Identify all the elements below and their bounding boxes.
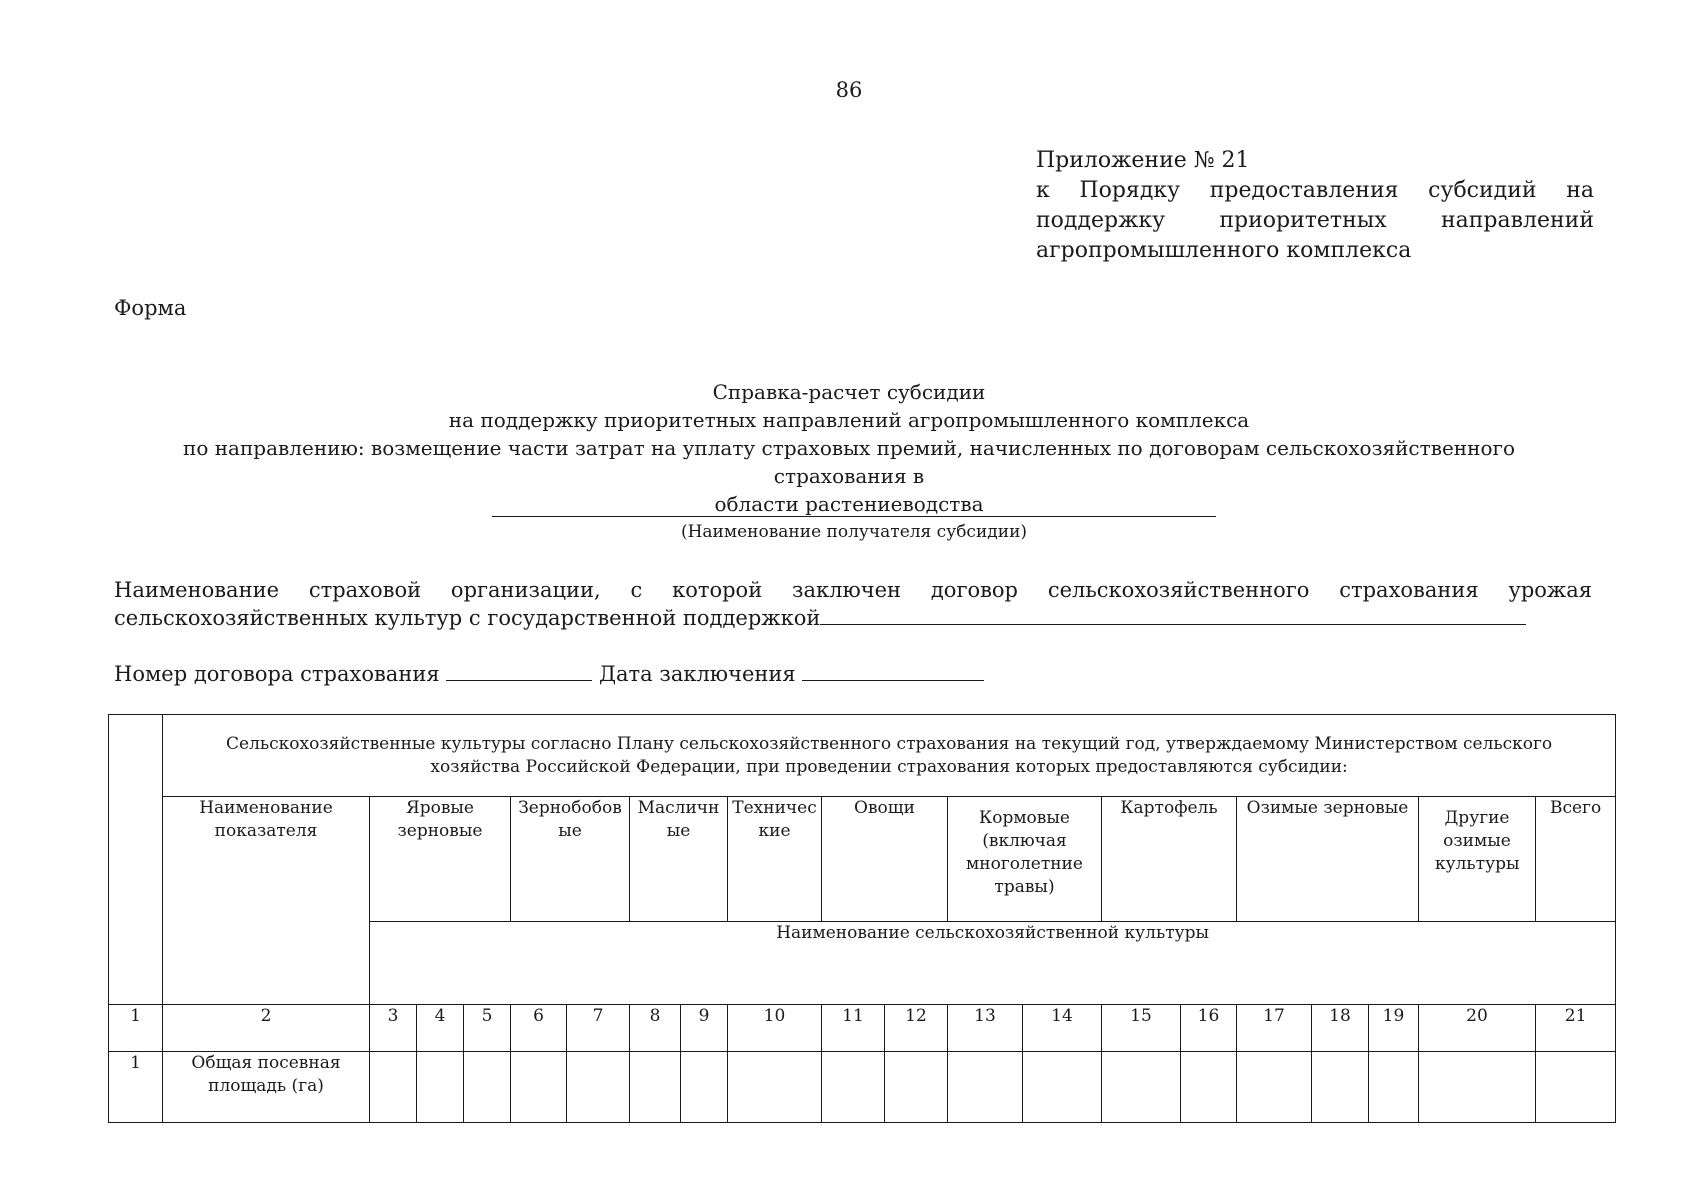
data-cell[interactable] <box>1419 1052 1536 1123</box>
data-cell[interactable] <box>822 1052 885 1123</box>
category-cell: Овощи <box>822 797 948 922</box>
data-cell[interactable] <box>728 1052 822 1123</box>
column-number: 11 <box>822 1005 885 1052</box>
appendix-word: Порядку <box>1079 178 1181 203</box>
column-number-row <box>109 1005 1616 1052</box>
column-number: 7 <box>567 1005 630 1052</box>
table-header-row <box>109 715 1616 797</box>
contract-date-label: Дата заключения <box>598 662 796 686</box>
column-number: 4 <box>417 1005 464 1052</box>
form-label: Форма <box>114 296 187 320</box>
insurer-name-field[interactable] <box>820 604 1526 625</box>
column-number: 13 <box>948 1005 1023 1052</box>
data-cell[interactable] <box>511 1052 567 1123</box>
subsidy-table <box>108 714 1616 1123</box>
appendix-word: на <box>1566 178 1594 203</box>
data-cell[interactable] <box>1102 1052 1181 1123</box>
appendix-header <box>1036 146 1594 266</box>
data-cell[interactable] <box>885 1052 948 1123</box>
column-number: 3 <box>370 1005 417 1052</box>
row-number-header <box>109 715 163 1005</box>
column-number: 10 <box>728 1005 822 1052</box>
row-label: Общая посевная площадь (га) <box>163 1052 370 1123</box>
insurer-section <box>114 576 1592 632</box>
category-cell: Кормовые (включая многолетние травы) <box>948 797 1102 922</box>
data-cell[interactable] <box>370 1052 417 1123</box>
data-cell[interactable] <box>1536 1052 1616 1123</box>
category-cell: Другие озимые культуры <box>1419 797 1536 922</box>
data-cell[interactable] <box>567 1052 630 1123</box>
appendix-line-2 <box>1036 176 1594 206</box>
data-cell[interactable] <box>1369 1052 1419 1123</box>
insurer-label: Наименование страховой организации, с которой заключен договор сельскохозяйственного страхования урожая сельскохозяйственных культур с государственной поддержкой <box>114 578 1592 630</box>
data-cell[interactable] <box>417 1052 464 1123</box>
appendix-word: поддержку <box>1036 208 1166 233</box>
column-number: 9 <box>681 1005 728 1052</box>
appendix-word: приоритетных <box>1219 208 1387 233</box>
column-number: 17 <box>1237 1005 1312 1052</box>
table-row <box>109 1052 1616 1123</box>
column-number: 16 <box>1181 1005 1237 1052</box>
page-number: 86 <box>835 78 863 102</box>
column-number: 5 <box>464 1005 511 1052</box>
appendix-word: субсидий <box>1428 178 1537 203</box>
title-line-4: области растениеводства <box>714 492 984 516</box>
contract-number-field[interactable] <box>446 660 592 681</box>
category-cell: Всего <box>1536 797 1616 922</box>
data-cell[interactable] <box>681 1052 728 1123</box>
column-number: 14 <box>1023 1005 1102 1052</box>
column-number: 15 <box>1102 1005 1181 1052</box>
title-line-2: на поддержку приоритетных направлений агропромышленного комплекса <box>448 408 1250 432</box>
column-number: 20 <box>1419 1005 1536 1052</box>
recipient-caption: (Наименование получателя субсидии) <box>680 522 1028 542</box>
row-number: 1 <box>109 1052 163 1123</box>
category-cell: Зернобобов ые <box>511 797 630 922</box>
category-cell: Яровые зерновые <box>370 797 511 922</box>
crop-name-header: Наименование сельскохозяйственной культуры <box>370 922 1616 1005</box>
appendix-line-4: агропромышленного комплекса <box>1036 238 1412 263</box>
column-number: 18 <box>1312 1005 1369 1052</box>
category-cell: Масличн ые <box>630 797 728 922</box>
appendix-word: направлений <box>1440 208 1594 233</box>
appendix-line-3 <box>1036 206 1594 236</box>
column-number: 6 <box>511 1005 567 1052</box>
recipient-name-field[interactable] <box>492 516 1216 517</box>
category-cell: Техничес кие <box>728 797 822 922</box>
column-number: 8 <box>630 1005 681 1052</box>
column-number: 12 <box>885 1005 948 1052</box>
contract-number-label: Номер договора страхования <box>114 662 440 686</box>
data-cell[interactable] <box>1237 1052 1312 1123</box>
contract-date-field[interactable] <box>802 660 984 681</box>
indicator-header: Наименование показателя <box>163 797 370 1005</box>
data-cell[interactable] <box>1023 1052 1102 1123</box>
category-cell: Озимые зерновые <box>1237 797 1419 922</box>
data-cell[interactable] <box>464 1052 511 1123</box>
crops-header: Сельскохозяйственные культуры согласно Плану сельскохозяйственного страхования на текущий год, утверждаемому Министерством сельского хозяйства Российской Федерации, при проведении страхования которых предоставляются субсидии: <box>163 715 1616 797</box>
appendix-word: к <box>1036 178 1050 203</box>
column-number: 1 <box>109 1005 163 1052</box>
title-line-1: Справка-расчет субсидии <box>712 380 986 404</box>
document-title <box>120 378 1578 518</box>
appendix-word: предоставления <box>1209 178 1399 203</box>
data-cell[interactable] <box>1181 1052 1237 1123</box>
column-number: 2 <box>163 1005 370 1052</box>
contract-section <box>114 660 984 686</box>
category-cell: Картофель <box>1102 797 1237 922</box>
column-number: 19 <box>1369 1005 1419 1052</box>
column-number: 21 <box>1536 1005 1616 1052</box>
category-row <box>109 797 1616 922</box>
title-line-3: по направлению: возмещение части затрат на уплату страховых премий, начисленных по договорам сельскохозяйственного страхования в <box>182 436 1516 488</box>
appendix-title: Приложение № 21 <box>1036 148 1250 173</box>
data-cell[interactable] <box>1312 1052 1369 1123</box>
data-cell[interactable] <box>630 1052 681 1123</box>
data-cell[interactable] <box>948 1052 1023 1123</box>
